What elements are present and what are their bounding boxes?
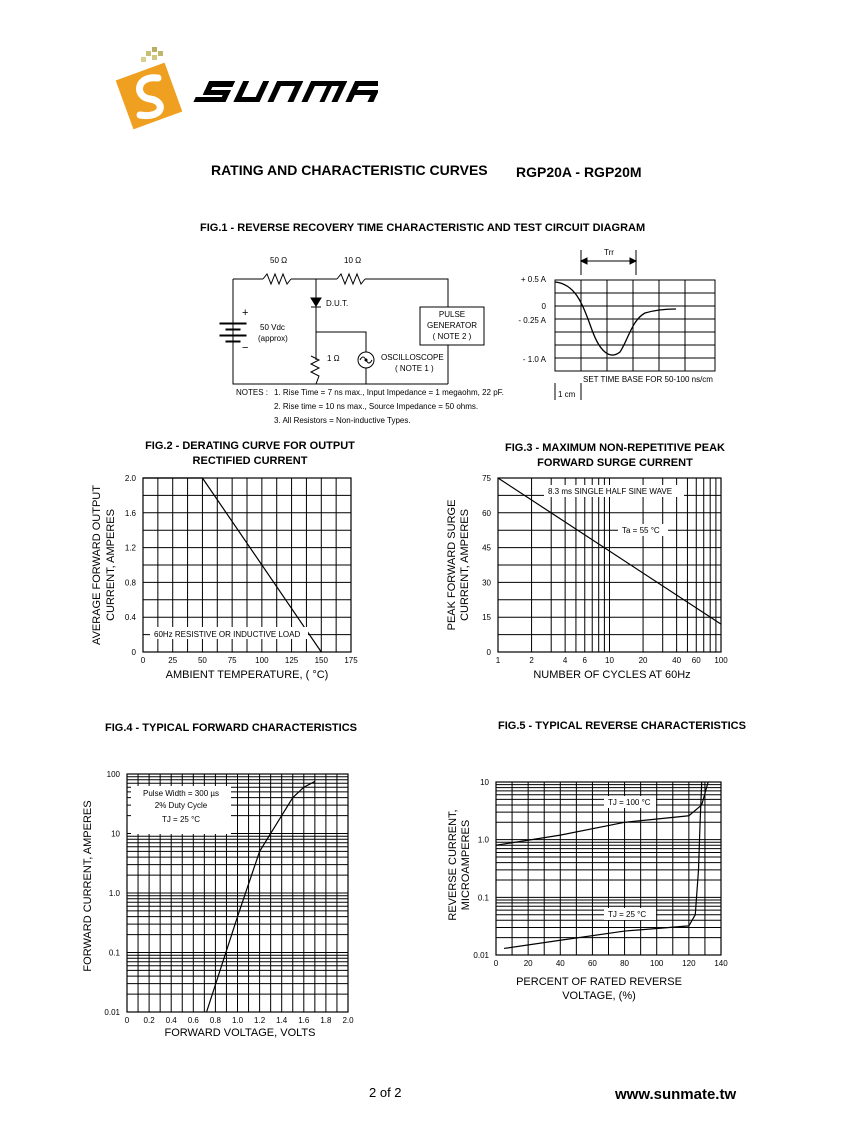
x-tick-label: 1.8 <box>320 1016 332 1025</box>
y-tick-label: 75 <box>482 474 491 483</box>
x-tick-label: 20 <box>638 656 648 665</box>
fig1-minus: − <box>242 342 249 354</box>
x-axis-label: NUMBER OF CYCLES AT 60Hz <box>533 669 691 681</box>
x-tick-label: 0.4 <box>165 1016 177 1025</box>
y-axis-label: CURRENT, AMPERES <box>459 509 471 621</box>
y-tick-label: 0.1 <box>477 893 489 903</box>
fig1-approx: (approx) <box>258 334 288 343</box>
y-tick-label: 15 <box>482 613 491 623</box>
fig5-title: FIG.5 - TYPICAL REVERSE CHARACTERISTICS <box>498 720 746 732</box>
y-axis-label: CURRENT, AMPERES <box>105 509 117 621</box>
fig1-r3-label: 1 Ω <box>327 354 340 363</box>
annotation: TJ = 100 °C <box>608 798 651 807</box>
x-tick-label: 1.4 <box>276 1016 288 1025</box>
y-axis-label: REVERSE CURRENT, <box>447 809 459 921</box>
x-tick-label: 60 <box>691 656 701 665</box>
annotation: 60Hz RESISTIVE OR INDUCTIVE LOAD <box>154 630 301 639</box>
fig1-note: 3. All Resistors = Non-inductive Types. <box>274 416 411 425</box>
y-axis-label: AVERAGE FORWARD OUTPUT <box>91 485 103 645</box>
annotation: TJ = 25 °C <box>161 815 201 824</box>
fig3-title-line1: FIG.3 - MAXIMUM NON-REPETITIVE PEAK <box>504 442 725 454</box>
fig1-notes-label: NOTES : <box>236 388 269 397</box>
fig2-title-line1: FIG.2 - DERATING CURVE FOR OUTPUT <box>145 440 355 452</box>
fig2-chart <box>80 465 380 690</box>
x-tick-label: 1.6 <box>298 1016 310 1025</box>
part-number: RGP20A - RGP20M <box>516 164 642 180</box>
x-tick-label: 4 <box>562 656 568 665</box>
fig4-chart <box>75 760 375 1045</box>
y-tick-label: 45 <box>482 543 491 553</box>
x-tick-label: 120 <box>682 959 696 968</box>
x-tick-label: 50 <box>197 656 207 665</box>
page-title: RATING AND CHARACTERISTIC CURVES <box>211 162 488 178</box>
x-tick-label: 75 <box>227 656 237 665</box>
x-tick-label: 6 <box>582 656 587 665</box>
x-tick-label: 2.0 <box>342 1016 354 1025</box>
y-tick-label: 30 <box>482 578 491 588</box>
y-tick-label: 0.8 <box>124 578 136 588</box>
y-tick-label: 0.1 <box>108 948 120 958</box>
logo-emblem-icon <box>116 47 183 129</box>
fig3-chart <box>440 465 750 690</box>
annotation: Ta = 55 °C <box>622 526 660 535</box>
brand-logo <box>108 45 378 140</box>
y-tick-label: 2.0 <box>124 474 136 483</box>
y-tick-label: 0.01 <box>473 951 489 960</box>
fig1-osc1: OSCILLOSCOPE <box>381 353 444 362</box>
x-tick-label: 60 <box>587 959 597 968</box>
fig1-plus: + <box>242 307 249 319</box>
y-tick-label: 60 <box>482 508 491 518</box>
fig1-note: 1. Rise Time = 7 ns max., Input Impedance = 1 megaohm, 22 pF. <box>274 388 504 397</box>
x-axis-label: AMBIENT TEMPERATURE, ( °C) <box>165 669 329 681</box>
x-tick-label: 0.6 <box>187 1016 199 1025</box>
fig1-wave-label: - 0.25 A <box>518 316 546 325</box>
y-tick-label: 0 <box>486 648 491 657</box>
annotation: 2% Duty Cycle <box>154 801 208 810</box>
fig5-chart <box>440 770 750 1005</box>
x-tick-label: 125 <box>284 656 299 665</box>
fig2-title-line2: RECTIFIED CURRENT <box>192 455 308 467</box>
fig1-pulse2: GENERATOR <box>427 321 477 330</box>
page-number: 2 of 2 <box>369 1085 402 1100</box>
y-tick-label: 100 <box>106 770 120 779</box>
x-tick-label: 25 <box>168 656 178 665</box>
x-tick-label: 100 <box>714 656 728 665</box>
x-tick-label: 0 <box>124 1016 130 1025</box>
x-tick-label: 20 <box>523 959 533 968</box>
fig1-supply: 50 Vdc <box>260 323 285 332</box>
fig1-scope <box>518 248 715 400</box>
x-tick-label: 2 <box>529 656 534 665</box>
y-axis-label: MICROAMPERES <box>460 819 472 911</box>
fig1-wave-label: - 1.0 A <box>522 355 546 364</box>
x-axis-label: VOLTAGE, (%) <box>562 990 636 1002</box>
fig1-r2-label: 10 Ω <box>344 256 362 265</box>
x-tick-label: 80 <box>620 959 630 968</box>
y-tick-label: 1.0 <box>108 889 120 898</box>
x-tick-label: 40 <box>555 959 565 968</box>
x-tick-label: 0 <box>140 656 146 665</box>
x-tick-label: 140 <box>714 959 728 968</box>
fig1-timebase: SET TIME BASE FOR 50-100 ns/cm <box>583 375 713 384</box>
fig1-wave-label: 0 <box>541 302 546 311</box>
x-tick-label: 100 <box>255 656 269 665</box>
fig1-pulse1: PULSE <box>438 310 466 319</box>
fig1-osc2: ( NOTE 1 ) <box>395 364 434 373</box>
y-axis-label: FORWARD CURRENT, AMPERES <box>82 800 94 972</box>
y-tick-label: 1.2 <box>124 543 136 553</box>
y-tick-label: 1.0 <box>477 835 489 845</box>
x-tick-label: 175 <box>344 656 358 665</box>
fig1-r1-label: 50 Ω <box>270 256 288 265</box>
fig1-trr-label: Trr <box>604 248 614 257</box>
x-tick-label: 1 <box>495 656 501 665</box>
y-tick-label: 0.01 <box>104 1008 120 1017</box>
annotation: Pulse Width = 300 µs <box>143 789 219 798</box>
x-tick-label: 1.0 <box>231 1016 244 1025</box>
fig1-wave-label: + 0.5 A <box>520 275 546 284</box>
x-tick-label: 0.8 <box>209 1016 221 1025</box>
series-line <box>504 782 702 948</box>
fig1-diagram <box>200 240 760 430</box>
y-tick-label: 0 <box>131 648 136 657</box>
y-axis-label: PEAK FORWARD SURGE <box>446 499 458 631</box>
fig4-title: FIG.4 - TYPICAL FORWARD CHARACTERISTICS <box>105 722 357 734</box>
logo-wordmark <box>193 81 378 102</box>
fig2-title <box>130 440 370 467</box>
x-axis-label: FORWARD VOLTAGE, VOLTS <box>164 1027 316 1039</box>
fig1-scale: 1 cm <box>558 390 576 399</box>
x-tick-label: 10 <box>605 656 614 665</box>
x-tick-label: 0.2 <box>143 1016 155 1025</box>
y-tick-label: 10 <box>111 829 120 839</box>
y-tick-label: 0.4 <box>124 613 136 623</box>
annotation: TJ = 25 °C <box>608 910 647 919</box>
fig1-note: 2. Rise time = 10 ns max., Source Impedance = 50 ohms. <box>274 402 479 411</box>
annotation: 8.3 ms SINGLE HALF SINE WAVE <box>548 487 673 496</box>
y-tick-label: 1.6 <box>124 508 136 518</box>
x-tick-label: 100 <box>650 959 664 968</box>
x-tick-label: 1.2 <box>254 1016 266 1025</box>
fig1-title: FIG.1 - REVERSE RECOVERY TIME CHARACTERISTIC AND TEST CIRCUIT DIAGRAM <box>200 222 646 234</box>
x-tick-label: 40 <box>672 656 682 665</box>
fig1-dut-label: D.U.T. <box>326 299 349 308</box>
y-tick-label: 10 <box>480 778 489 787</box>
x-tick-label: 150 <box>314 656 328 665</box>
x-axis-label: PERCENT OF RATED REVERSE <box>516 976 682 988</box>
fig3-title-line2: FORWARD SURGE CURRENT <box>537 457 693 469</box>
fig1-pulse3: ( NOTE 2 ) <box>432 332 472 341</box>
website-link[interactable]: www.sunmate.tw <box>615 1086 737 1103</box>
x-tick-label: 0 <box>493 959 499 968</box>
